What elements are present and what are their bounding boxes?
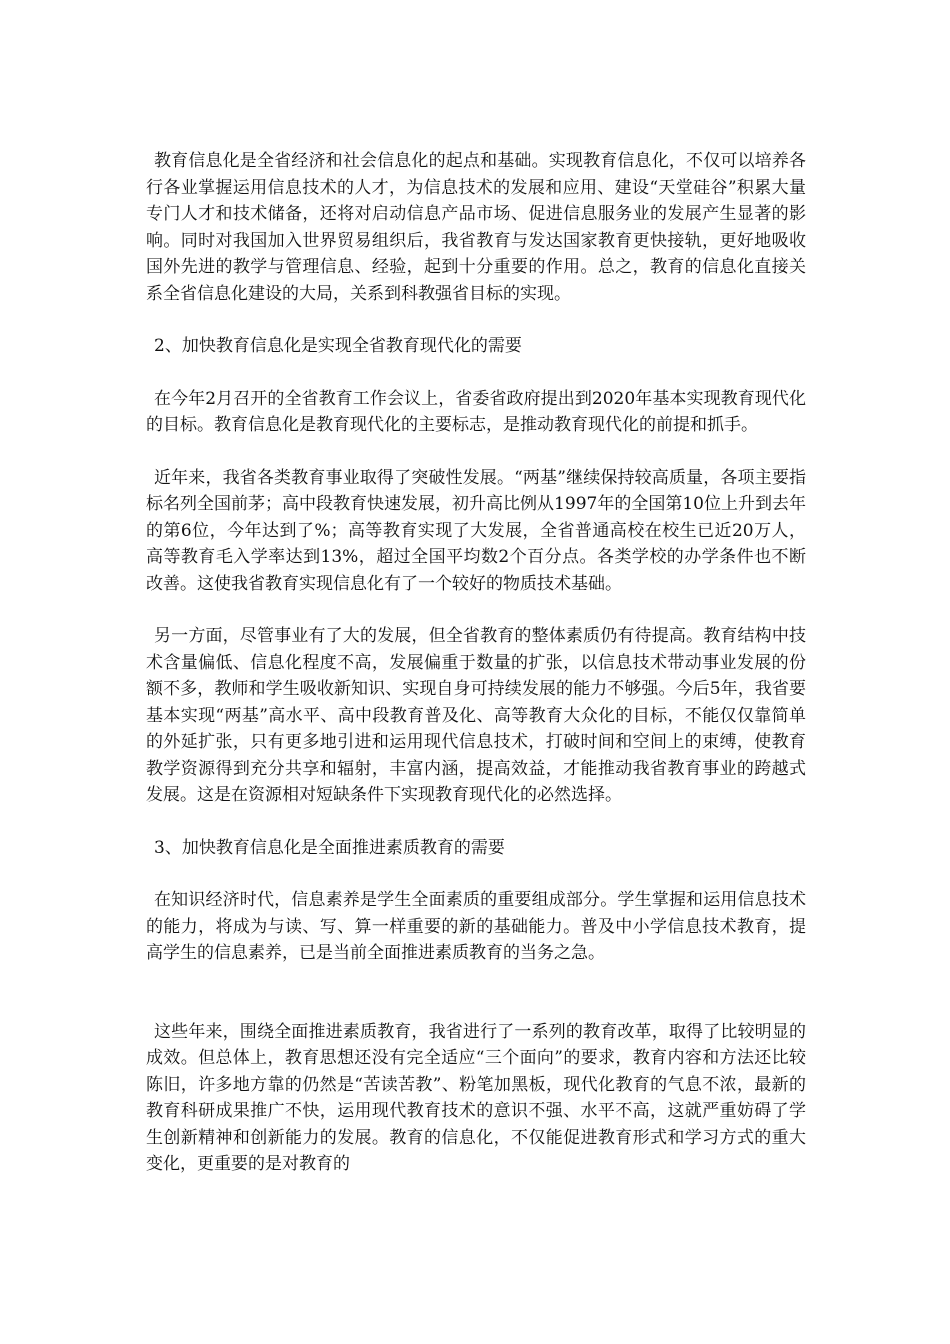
paragraph-knowledge-economy: 在知识经济时代，信息素养是学生全面素质的重要组成部分。学生掌握和运用信息技术的能力，将成为与读、写、算一样重要的新的基础能力。普及中小学信息技术教育，提高学生的信息素养，已是当前全面推进素质教育的当务之急。	[146, 890, 806, 963]
paragraph-gap	[146, 307, 806, 333]
paragraph-gap	[146, 360, 806, 386]
section-heading-2: 2、加快教育信息化是实现全省教育现代化的需要	[154, 336, 522, 356]
paragraph-gap	[146, 597, 806, 623]
paragraph-gap	[146, 439, 806, 465]
paragraph-recent-development: 近年来，我省各类教育事业取得了突破性发展。“两基”继续保持较高质量，各项主要指标名列全国前茅；高中段教育快速发展，初升高比例从1997年的全国第10位上升到去年的第6位，今年达到了%；高等教育实现了大发展，全省普通高校在校生已近20万人，高等教育毛入学率达到13%，超过全国平均数2个百分点。各类学校的办学条件也不断改善。这使我省教育实现信息化有了一个较好的物质技术基础。	[146, 467, 806, 594]
document-page	[146, 148, 806, 1178]
paragraph-gap	[146, 809, 806, 835]
paragraph-recent-years-reform: 这些年来，围绕全面推进素质教育，我省进行了一系列的教育改革，取得了比较明显的成效。但总体上，教育思想还没有完全适应“三个面向”的要求，教育内容和方法还比较陈旧，许多地方靠的仍然是“苦读苦教”、粉笔加黑板，现代化教育的气息不浓，最新的教育科研成果推广不快，运用现代教育技术的意识不强、水平不高，这就严重妨碍了学生创新精神和创新能力的发展。教育的信息化，不仅能促进教育形式和学习方式的重大变化，更重要的是对教育的	[146, 1021, 806, 1174]
paragraph-gap	[146, 861, 806, 887]
paragraph-informatization-foundation: 教育信息化是全省经济和社会信息化的起点和基础。实现教育信息化，不仅可以培养各行各业掌握运用信息技术的人才，为信息技术的发展和应用、建设“天堂硅谷”积累大量专门人才和技术储备，还将对启动信息产品市场、促进信息服务业的发展产生显著的影响。同时对我国加入世界贸易组织后，我省教育与发达国家教育更快接轨，更好地吸收国外先进的教学与管理信息、经验，起到十分重要的作用。总之，教育的信息化直接关系全省信息化建设的大局，关系到科教强省目标的实现。	[146, 151, 806, 304]
paragraph-on-the-other-hand: 另一方面，尽管事业有了大的发展，但全省教育的整体素质仍有待提高。教育结构中技术含量偏低、信息化程度不高，发展偏重于数量的扩张，以信息技术带动事业发展的份额不多，教师和学生吸收新知识、实现自身可持续发展的能力不够强。今后5年，我省要基本实现“两基”高水平、高中段教育普及化、高等教育大众化的目标，不能仅仅靠简单的外延扩张，只有更多地引进和运用现代信息技术，打破时间和空间上的束缚，使教育教学资源得到充分共享和辐射，丰富内涵，提高效益，才能推动我省教育事业的跨越式发展。这是在资源相对短缺条件下实现教育现代化的必然选择。	[146, 626, 806, 805]
paragraph-2020-goal: 在今年2月召开的全省教育工作会议上，省委省政府提出到2020年基本实现教育现代化的目标。教育信息化是教育现代化的主要标志，是推动教育现代化的前提和抓手。	[146, 388, 806, 435]
paragraph-gap	[146, 967, 806, 1019]
section-heading-3: 3、加快教育信息化是全面推进素质教育的需要	[154, 837, 505, 858]
